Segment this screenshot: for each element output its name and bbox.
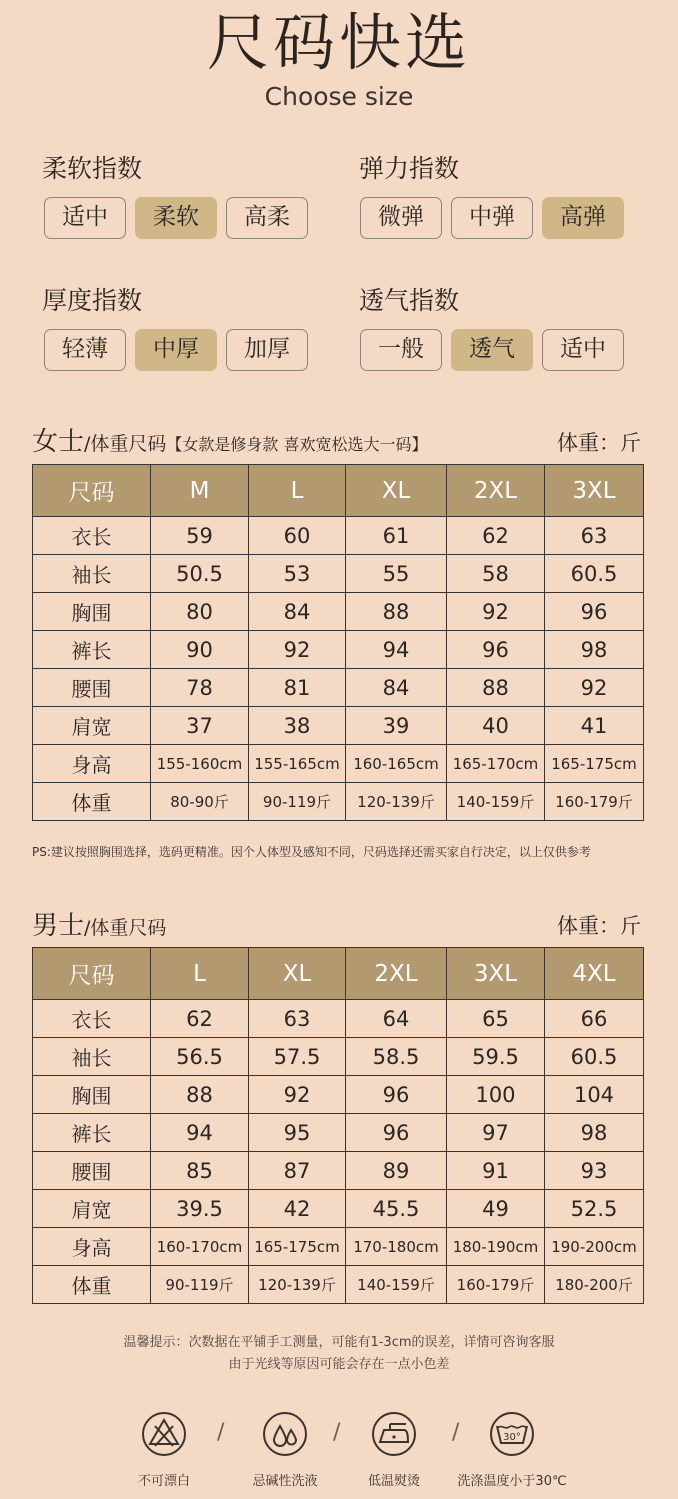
- table-cell: 94: [346, 631, 447, 669]
- row-label-cell: 身高: [33, 745, 151, 783]
- table-row: [33, 707, 644, 745]
- men-table-header-row: [33, 948, 644, 1000]
- row-label-cell: 衣长: [33, 1000, 151, 1038]
- breathability-index-label: 透气指数: [359, 286, 460, 315]
- women-header-size: 3XL: [545, 465, 644, 517]
- table-cell: 104: [545, 1076, 644, 1114]
- divider-slash: /: [217, 1420, 225, 1445]
- women-table-body: [33, 517, 644, 821]
- row-label-cell: 裤长: [33, 631, 151, 669]
- row-label-cell: 肩宽: [33, 707, 151, 745]
- softness-option-moderate[interactable]: 适中: [44, 197, 126, 239]
- table-cell: 160-179斤: [545, 783, 644, 821]
- table-cell: 88: [447, 669, 545, 707]
- table-cell: 50.5: [151, 555, 249, 593]
- women-fit-note: 【女款是修身款 喜欢宽松选大一码】: [166, 435, 428, 454]
- table-cell: 165-170cm: [447, 745, 545, 783]
- table-cell: 91: [447, 1152, 545, 1190]
- row-label-cell: 袖长: [33, 555, 151, 593]
- table-row: [33, 1152, 644, 1190]
- table-row: [33, 631, 644, 669]
- men-header-size: 3XL: [447, 948, 545, 1000]
- table-cell: 63: [545, 517, 644, 555]
- table-cell: 180-200斤: [545, 1266, 644, 1304]
- men-title-main: 男士: [32, 911, 85, 941]
- row-label-cell: 胸围: [33, 593, 151, 631]
- table-row: [33, 745, 644, 783]
- table-cell: 96: [545, 593, 644, 631]
- table-cell: 120-139斤: [249, 1266, 346, 1304]
- table-cell: 90: [151, 631, 249, 669]
- men-header-size: 4XL: [545, 948, 644, 1000]
- divider-slash: /: [452, 1420, 460, 1445]
- men-section-title: [32, 910, 166, 944]
- table-cell: 55: [346, 555, 447, 593]
- table-cell: 92: [249, 631, 346, 669]
- men-size-table: [32, 947, 644, 1304]
- table-cell: 160-179斤: [447, 1266, 545, 1304]
- table-cell: 78: [151, 669, 249, 707]
- women-header-size: XL: [346, 465, 447, 517]
- table-cell: 165-175cm: [249, 1228, 346, 1266]
- table-cell: 85: [151, 1152, 249, 1190]
- table-cell: 165-175cm: [545, 745, 644, 783]
- table-cell: 96: [447, 631, 545, 669]
- women-header-size-label: 尺码: [33, 465, 151, 517]
- table-cell: 62: [151, 1000, 249, 1038]
- table-cell: 96: [346, 1114, 447, 1152]
- table-cell: 140-159斤: [346, 1266, 447, 1304]
- men-weight-unit: 体重：斤: [557, 914, 641, 938]
- table-cell: 81: [249, 669, 346, 707]
- thickness-index-label: 厚度指数: [42, 286, 143, 315]
- table-cell: 57.5: [249, 1038, 346, 1076]
- table-cell: 42: [249, 1190, 346, 1228]
- women-size-table: [32, 464, 644, 821]
- table-cell: 41: [545, 707, 644, 745]
- row-label-cell: 肩宽: [33, 1190, 151, 1228]
- breathability-option-moderate[interactable]: 适中: [542, 329, 624, 371]
- table-cell: 155-165cm: [249, 745, 346, 783]
- row-label-cell: 腰围: [33, 669, 151, 707]
- table-cell: 39.5: [151, 1190, 249, 1228]
- table-row: [33, 1076, 644, 1114]
- softness-index-label: 柔软指数: [42, 154, 143, 183]
- table-cell: 90-119斤: [151, 1266, 249, 1304]
- table-cell: 60.5: [545, 555, 644, 593]
- men-header-size-label: 尺码: [33, 948, 151, 1000]
- tip-line-2: 由于光线等原因可能会存在一点小色差: [228, 1357, 450, 1372]
- row-label-cell: 体重: [33, 1266, 151, 1304]
- care-label-low-temp-iron: 低温熨烫: [367, 1474, 420, 1489]
- women-header-size: 2XL: [447, 465, 545, 517]
- men-header-size: XL: [249, 948, 346, 1000]
- elasticity-option-high[interactable]: 高弹: [542, 197, 624, 239]
- table-cell: 53: [249, 555, 346, 593]
- table-row: [33, 1038, 644, 1076]
- table-row: [33, 1000, 644, 1038]
- row-label-cell: 袖长: [33, 1038, 151, 1076]
- table-cell: 120-139斤: [346, 783, 447, 821]
- table-cell: 95: [249, 1114, 346, 1152]
- table-row: [33, 517, 644, 555]
- men-title-sub: /体重尺码: [84, 917, 167, 939]
- table-cell: 92: [249, 1076, 346, 1114]
- table-cell: 45.5: [346, 1190, 447, 1228]
- table-cell: 65: [447, 1000, 545, 1038]
- table-cell: 90-119斤: [249, 783, 346, 821]
- men-table-body: [33, 1000, 644, 1304]
- softness-option-soft[interactable]: 柔软: [135, 197, 217, 239]
- table-cell: 140-159斤: [447, 783, 545, 821]
- low-temp-iron-icon: [354, 1410, 434, 1458]
- women-section-title: [32, 426, 428, 461]
- row-label-cell: 衣长: [33, 517, 151, 555]
- women-table-header-row: [33, 465, 644, 517]
- table-cell: 39: [346, 707, 447, 745]
- table-cell: 98: [545, 1114, 644, 1152]
- men-header-size: 2XL: [346, 948, 447, 1000]
- table-cell: 170-180cm: [346, 1228, 447, 1266]
- table-cell: 63: [249, 1000, 346, 1038]
- table-cell: 93: [545, 1152, 644, 1190]
- softness-option-high-soft[interactable]: 高柔: [226, 197, 308, 239]
- table-cell: 80-90斤: [151, 783, 249, 821]
- table-cell: 94: [151, 1114, 249, 1152]
- table-cell: 180-190cm: [447, 1228, 545, 1266]
- table-cell: 155-160cm: [151, 745, 249, 783]
- wash-temperature-text: 30°: [503, 1432, 521, 1443]
- row-label-cell: 胸围: [33, 1076, 151, 1114]
- thickness-option-thin[interactable]: 轻薄: [44, 329, 126, 371]
- care-label-no-alkaline: 忌碱性洗液: [252, 1474, 318, 1489]
- table-cell: 66: [545, 1000, 644, 1038]
- wash-30-icon: [472, 1410, 552, 1458]
- table-row: [33, 1266, 644, 1304]
- table-cell: 40: [447, 707, 545, 745]
- table-cell: 52.5: [545, 1190, 644, 1228]
- row-label-cell: 身高: [33, 1228, 151, 1266]
- row-label-cell: 裤长: [33, 1114, 151, 1152]
- women-header-size: L: [249, 465, 346, 517]
- elasticity-option-slight[interactable]: 微弹: [360, 197, 442, 239]
- thickness-option-thick[interactable]: 加厚: [226, 329, 308, 371]
- table-cell: 190-200cm: [545, 1228, 644, 1266]
- table-cell: 88: [346, 593, 447, 631]
- table-cell: 87: [249, 1152, 346, 1190]
- table-row: [33, 1228, 644, 1266]
- women-title-main: 女士: [32, 427, 85, 457]
- page-subtitle: Choose size: [264, 82, 414, 111]
- table-row: [33, 669, 644, 707]
- breathability-option-normal[interactable]: 一般: [360, 329, 442, 371]
- no-alkaline-detergent-icon: [245, 1410, 325, 1458]
- table-cell: 84: [249, 593, 346, 631]
- table-cell: 98: [545, 631, 644, 669]
- row-label-cell: 体重: [33, 783, 151, 821]
- table-cell: 84: [346, 669, 447, 707]
- table-cell: 59: [151, 517, 249, 555]
- table-row: [33, 555, 644, 593]
- table-cell: 80: [151, 593, 249, 631]
- care-label-no-bleach: 不可漂白: [137, 1474, 190, 1489]
- women-weight-unit: 体重：斤: [557, 431, 641, 455]
- table-cell: 160-165cm: [346, 745, 447, 783]
- elasticity-index-label: 弹力指数: [359, 154, 460, 183]
- table-cell: 64: [346, 1000, 447, 1038]
- table-cell: 60.5: [545, 1038, 644, 1076]
- table-cell: 92: [447, 593, 545, 631]
- no-bleach-icon: [124, 1410, 204, 1458]
- elasticity-option-medium[interactable]: 中弹: [451, 197, 533, 239]
- table-cell: 96: [346, 1076, 447, 1114]
- table-cell: 97: [447, 1114, 545, 1152]
- table-cell: 38: [249, 707, 346, 745]
- table-cell: 60: [249, 517, 346, 555]
- women-header-size: M: [151, 465, 249, 517]
- table-cell: 88: [151, 1076, 249, 1114]
- ps-note: PS:建议按照胸围选择，选码更精准。因个人体型及感知不同，尺码选择还需买家自行决定，以上仅供参考: [32, 845, 591, 859]
- care-label-wash-temp: 洗涤温度小于30℃: [457, 1474, 567, 1489]
- divider-slash: /: [333, 1420, 341, 1445]
- row-label-cell: 腰围: [33, 1152, 151, 1190]
- table-cell: 59.5: [447, 1038, 545, 1076]
- breathability-option-breathable[interactable]: 透气: [451, 329, 533, 371]
- table-cell: 49: [447, 1190, 545, 1228]
- page-title: 尺码快选: [206, 6, 471, 79]
- table-row: [33, 1190, 644, 1228]
- men-header-size: L: [151, 948, 249, 1000]
- table-cell: 37: [151, 707, 249, 745]
- table-row: [33, 1114, 644, 1152]
- table-cell: 62: [447, 517, 545, 555]
- thickness-option-medium[interactable]: 中厚: [135, 329, 217, 371]
- tip-line-1: 温馨提示：次数据在平铺手工测量，可能有1-3cm的误差，详情可咨询客服: [123, 1335, 555, 1350]
- table-cell: 58: [447, 555, 545, 593]
- table-cell: 160-170cm: [151, 1228, 249, 1266]
- table-cell: 61: [346, 517, 447, 555]
- table-cell: 56.5: [151, 1038, 249, 1076]
- table-cell: 92: [545, 669, 644, 707]
- women-title-sub: /体重尺码: [84, 433, 167, 455]
- table-row: [33, 783, 644, 821]
- table-row: [33, 593, 644, 631]
- table-cell: 89: [346, 1152, 447, 1190]
- table-cell: 58.5: [346, 1038, 447, 1076]
- table-cell: 100: [447, 1076, 545, 1114]
